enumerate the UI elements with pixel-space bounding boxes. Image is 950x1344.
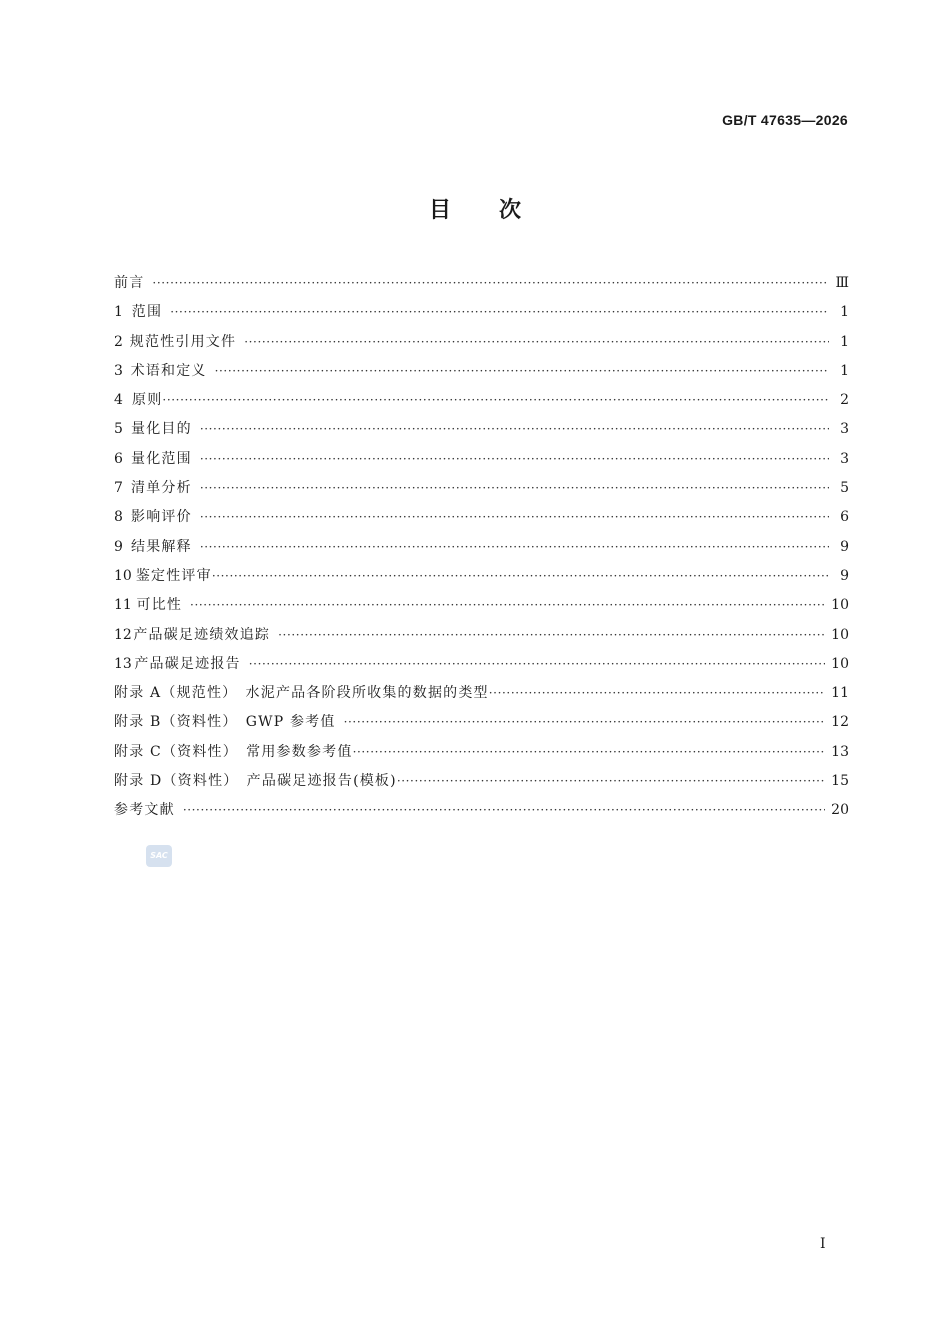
toc-entry-label: 清单分析 xyxy=(131,480,192,497)
toc-entry-page: 13 xyxy=(831,743,849,760)
toc-entry-number: 1 xyxy=(114,304,123,321)
toc-entry-8[interactable] xyxy=(114,506,849,535)
toc-entry-label: 结果解释 xyxy=(131,538,192,555)
toc-leader-dots xyxy=(344,715,826,729)
toc-entry-page: 12 xyxy=(831,714,849,731)
toc-entry-number: 5 xyxy=(114,421,123,438)
toc-entry-page: 10 xyxy=(831,655,849,672)
toc-entry-label: 鉴定性评审 xyxy=(135,567,212,584)
toc-leader-dots xyxy=(170,305,829,319)
toc-entry-page: 1 xyxy=(840,333,849,350)
toc-entry-annex-d[interactable] xyxy=(114,770,849,799)
toc-entry-label: 附录 D（资料性） 产品碳足迹报告(模板) xyxy=(114,773,397,790)
toc-entry-7[interactable] xyxy=(114,477,849,506)
toc-entry-label: 量化范围 xyxy=(131,450,192,467)
toc-leader-dots xyxy=(212,569,829,583)
toc-entry-label: 可比性 xyxy=(136,597,183,614)
toc-leader-dots xyxy=(353,745,826,759)
toc-entry-11[interactable] xyxy=(114,594,849,623)
table-of-contents xyxy=(114,272,849,829)
toc-entry-page: 15 xyxy=(831,773,849,790)
toc-entry-10[interactable] xyxy=(114,565,849,594)
toc-entry-3[interactable] xyxy=(114,360,849,389)
page-number: I xyxy=(820,1236,826,1252)
toc-leader-dots xyxy=(489,686,825,700)
toc-entry-label: 量化目的 xyxy=(131,421,192,438)
toc-leader-dots xyxy=(200,452,829,466)
toc-entry-label: 附录 B（资料性） GWP 参考值 xyxy=(114,714,336,731)
page-title-part1: 目 xyxy=(428,198,451,223)
page-title-part2: 次 xyxy=(499,198,522,223)
toc-entry-page: 6 xyxy=(840,509,849,526)
toc-entry-number: 3 xyxy=(114,362,123,379)
toc-entry-page: 11 xyxy=(831,685,849,702)
toc-entry-page: 9 xyxy=(840,538,849,555)
toc-leader-dots xyxy=(190,598,825,612)
toc-entry-annex-b[interactable] xyxy=(114,711,849,740)
toc-entry-page: 5 xyxy=(840,480,849,497)
toc-entry-number: 8 xyxy=(114,509,123,526)
toc-leader-dots xyxy=(278,628,825,642)
toc-entry-label: 产品碳足迹报告 xyxy=(134,655,241,672)
toc-entry-1[interactable] xyxy=(114,301,849,330)
page-title xyxy=(0,193,950,224)
toc-entry-label: 前言 xyxy=(114,275,145,291)
toc-entry-number: 4 xyxy=(114,392,123,409)
toc-entry-number: 13 xyxy=(114,655,132,672)
toc-entry-page: 10 xyxy=(831,626,849,643)
toc-entry-page: 2 xyxy=(840,392,849,409)
toc-leader-dots xyxy=(200,510,829,524)
toc-entry-label: 附录 C（资料性） 常用参数参考值 xyxy=(114,743,353,760)
toc-entry-label: 规范性引用文件 xyxy=(129,333,237,350)
toc-leader-dots xyxy=(200,422,829,436)
toc-leader-dots xyxy=(249,657,825,671)
toc-entry-label: 参考文献 xyxy=(114,802,175,819)
toc-leader-dots xyxy=(200,540,829,554)
toc-entry-label: 范围 xyxy=(131,304,163,321)
toc-entry-number: 10 xyxy=(114,567,132,584)
toc-entry-label: 影响评价 xyxy=(131,509,192,526)
toc-entry-page: 20 xyxy=(831,802,849,819)
watermark-text: SAC xyxy=(150,851,168,860)
toc-entry-page: 1 xyxy=(840,362,849,379)
toc-entry-number: 9 xyxy=(114,538,123,555)
toc-leader-dots xyxy=(183,803,825,817)
toc-entry-page: 3 xyxy=(840,421,849,438)
toc-entry-page: 1 xyxy=(840,304,849,321)
toc-leader-dots xyxy=(152,276,829,290)
toc-entry-6[interactable] xyxy=(114,448,849,477)
toc-entry-12[interactable] xyxy=(114,624,849,653)
toc-entry-label: 附录 A（规范性） 水泥产品各阶段所收集的数据的类型 xyxy=(114,685,489,702)
toc-entry-2[interactable] xyxy=(114,331,849,360)
toc-entry-page: 9 xyxy=(840,567,849,584)
toc-entry-page: Ⅲ xyxy=(835,275,849,291)
toc-leader-dots xyxy=(200,481,829,495)
toc-entry-label: 术语和定义 xyxy=(130,362,207,379)
toc-entry-5[interactable] xyxy=(114,418,849,447)
toc-entry-annex-c[interactable] xyxy=(114,741,849,770)
toc-entry-bibliography[interactable] xyxy=(114,799,849,828)
toc-entry-9[interactable] xyxy=(114,536,849,565)
toc-entry-page: 3 xyxy=(840,450,849,467)
toc-leader-dots xyxy=(215,364,829,378)
toc-entry-label: 原则 xyxy=(132,392,163,409)
toc-leader-dots xyxy=(162,393,829,407)
toc-leader-dots xyxy=(397,774,825,788)
toc-entry-foreword[interactable] xyxy=(114,272,849,301)
standard-code: GB/T 47635—2026 xyxy=(722,112,848,128)
toc-entry-number: 6 xyxy=(114,450,123,467)
toc-entry-number: 12 xyxy=(114,626,132,643)
toc-entry-number: 2 xyxy=(114,333,123,350)
toc-entry-4[interactable] xyxy=(114,389,849,418)
toc-entry-13[interactable] xyxy=(114,653,849,682)
toc-entry-number: 7 xyxy=(114,480,123,497)
sac-watermark-logo xyxy=(146,845,172,867)
toc-entry-annex-a[interactable] xyxy=(114,682,849,711)
toc-leader-dots xyxy=(244,335,829,349)
toc-entry-page: 10 xyxy=(831,597,849,614)
toc-entry-label: 产品碳足迹绩效追踪 xyxy=(133,626,271,643)
toc-entry-number: 11 xyxy=(114,597,132,614)
